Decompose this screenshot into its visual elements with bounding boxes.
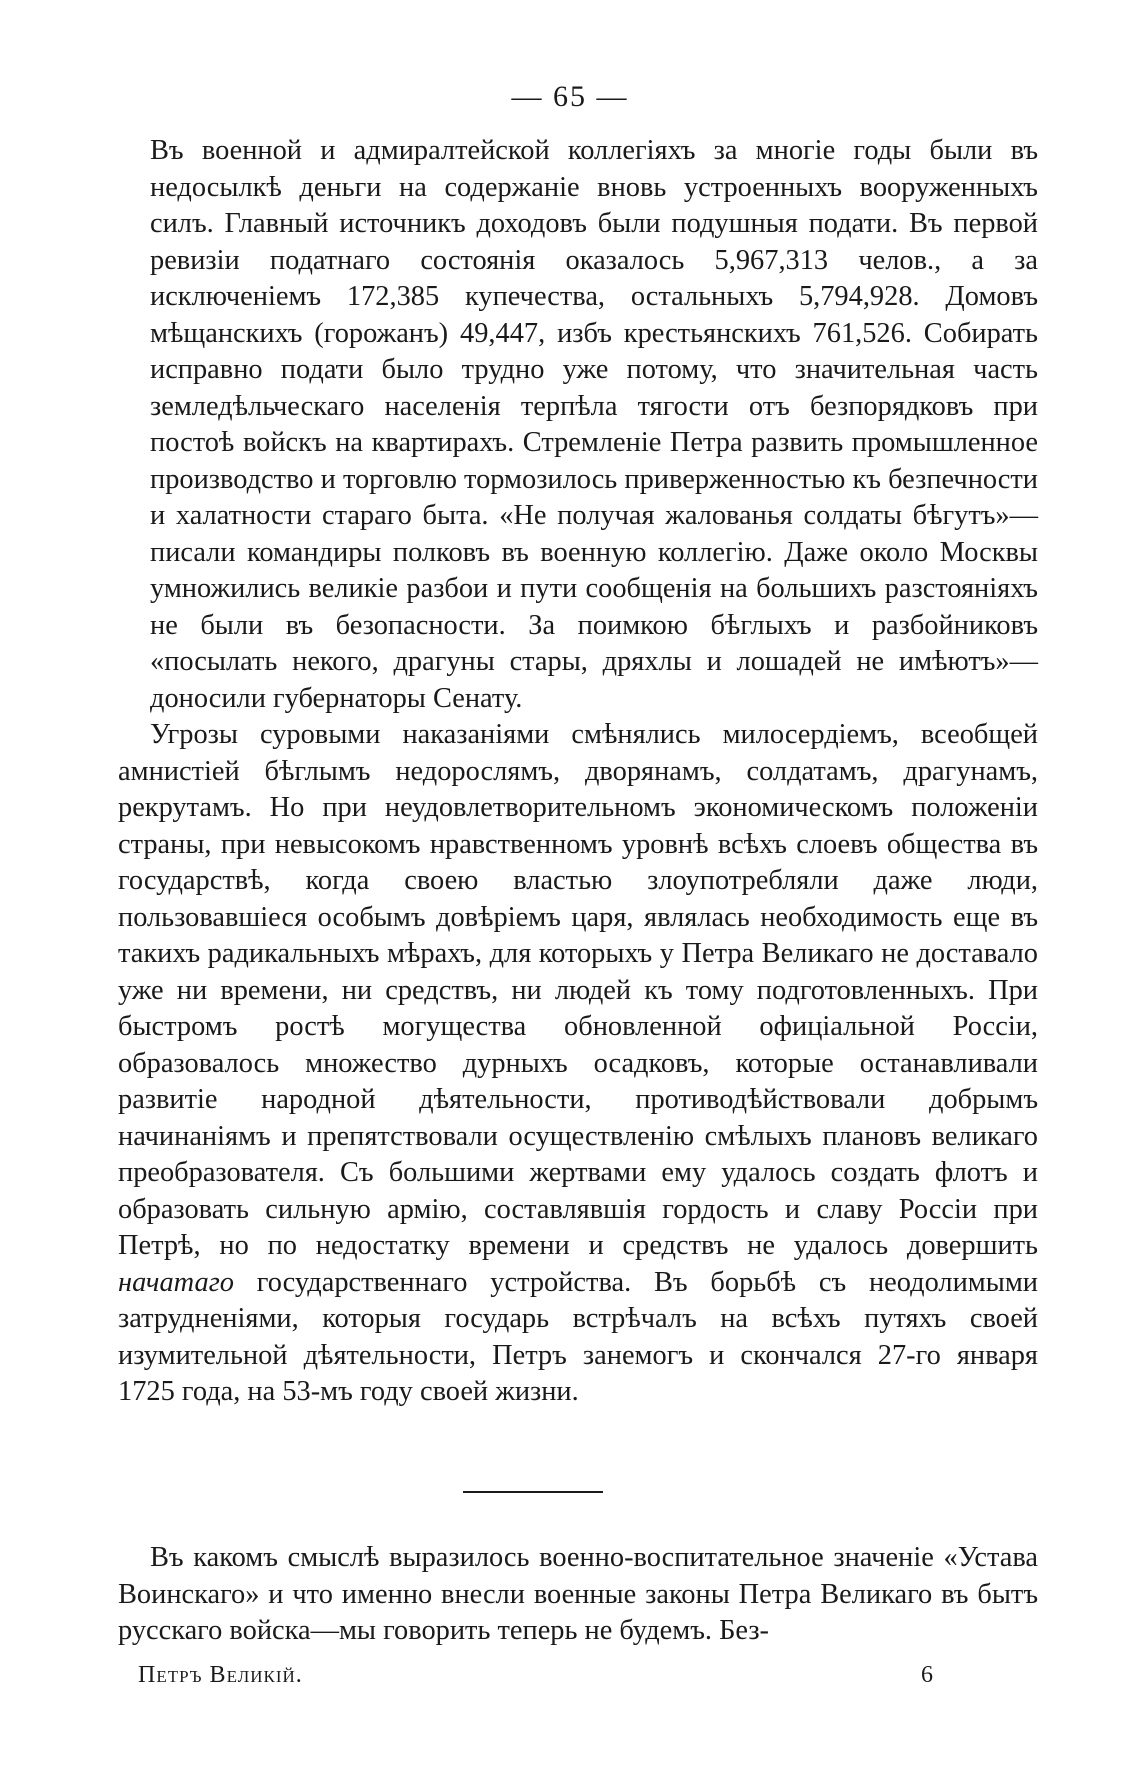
- paragraph-reforms: [118, 717, 1038, 1411]
- page-number: — 65 —: [511, 80, 629, 113]
- paragraph-military-code: Въ какомъ смыслѣ выразилось военно-воспитательное значеніе «Устава Воинскаго» и что именно внесли военные законы Петра Великаго въ бытъ русскаго войска—мы говорить теперь не будемъ. Без-: [118, 1542, 1038, 1646]
- footer-signature-mark: 6: [921, 1662, 933, 1688]
- paragraph-revenue: Въ военной и адмиралтейской коллегіяхъ за многіе годы были въ недосылкѣ деньги на содержаніе вновь устроенныхъ вооруженныхъ силъ. Главный источникъ доходовъ были подушныя подати. Въ первой ревизіи податнаго состоянія оказалось 5,967,313 челов., а за исключеніемъ 172,385 купечества, остальныхъ 5,794,928. Домовъ мѣщанскихъ (горожанъ) 49,447, избъ крестьянскихъ 761,526. Собирать исправно подати было трудно уже потому, что значительная часть земледѣльческаго населенія терпѣла тягости отъ безпорядковъ при постоѣ войскъ на квартирахъ. Стремленіе Петра развить промышленное производство и торговлю тормозилось приверженностью къ безпечности и халатности стараго быта. «Не получая жалованья солдаты бѣгутъ»—писали командиры полковъ въ военную коллегію. Даже около Москвы умножились великіе разбои и пути сообщенія на большихъ разстояніяхъ не были въ безопасности. За поимкою бѣглыхъ и разбойниковъ «посылать некого, драгуны стары, дряхлы и лошадей не имѣютъ»—доносили губернаторы Сенату.: [150, 135, 1038, 714]
- main-text: [118, 133, 1038, 1411]
- page-footer: [138, 1662, 933, 1689]
- italic-word: начатаго: [118, 1266, 234, 1298]
- footer-running-title: Петръ Великій.: [138, 1662, 303, 1688]
- paragraph-reforms-part-1: Угрозы суровыми наказаніями смѣнялись милосердіемъ, всеобщей амнистіей бѣглымъ недорослямъ, дворянамъ, солдатамъ, драгунамъ, рекрутамъ. Но при неудовлетворительномъ экономическомъ положеніи страны, при невысокомъ нравственномъ уровнѣ всѣхъ слоевъ общества въ государствѣ, когда своею властью злоупотребляли даже люди, пользовавшіеся особымъ довѣріемъ царя, являлась необходимость еще въ такихъ радикальныхъ мѣрахъ, для которыхъ у Петра Великаго не доставало уже ни времени, ни средствъ, ни людей къ тому подготовленныхъ. При быстромъ ростѣ могущества обновленной офиціальной Россіи, образовалось множество дурныхъ осадковъ, которые останавливали развитіе народной дѣятельности, противодѣйствовали добрымъ начинаніямъ и препятствовали осуществленію смѣлыхъ плановъ великаго преобразователя. Съ большими жертвами ему удалось создать флотъ и образовать сильную армію, составлявшія гордость и славу Россіи при Петрѣ, но по недостатку времени и средствъ не удалось довершить: [118, 719, 1038, 1261]
- section-divider: [463, 1491, 603, 1493]
- paragraph-reforms-part-2: государственнаго устройства. Въ борьбѣ съ неодолимыми затрудненіями, которыя государь встрѣчалъ на всѣхъ путяхъ своей изумительной дѣятельности, Петръ занемогъ и скончался 27-го января 1725 года, на 53-мъ году своей жизни.: [118, 1266, 1038, 1407]
- lower-text: [118, 1540, 1038, 1650]
